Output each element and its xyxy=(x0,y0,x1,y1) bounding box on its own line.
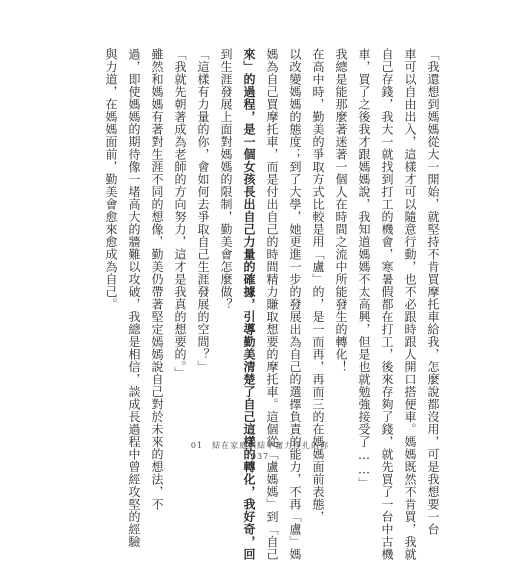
text-column: 來」的過程，是一個女孩長出自己力量的確據，引導勤美清楚了自己這樣的轉化，我好奇，回 xyxy=(242,48,256,561)
text-column: 我總是能那麼著迷著一個人在時間之流中所能發生的轉化！ xyxy=(334,48,348,373)
text-column: 以改變媽媽的態度；到了大學，她更進一步的發展出為自己的選擇負責的能力，不再「盧」媽 xyxy=(288,48,302,561)
text-column: 「我就先朝著成為老師的方向努力，這才是我真的想要的。」 xyxy=(173,48,187,380)
text-column: 雖然和媽媽有著對生涯不同的想像，勤美仍帶著堅定嫣嫣說自己對於未來的想法，不 xyxy=(150,48,164,511)
page-number: 037 xyxy=(250,452,270,461)
text-column: 在高中時，勤美的爭取方式比較是用「盧」的，是一而再，再而三的在媽媽面前表態， xyxy=(311,48,325,523)
text-column: 過，即使媽媽的期待像一堵高大的牆難以攻破，我總是相信，談成長過程中曾經攻堅的經驗 xyxy=(127,48,141,548)
text-column: 車，買了之後我才跟媽媽說，我知道媽媽不太高興，但是也就勉強接受了……」 xyxy=(357,48,371,490)
text-column: 媽為自己買摩托車，而是付出自己的時間精力賺取想要的摩托車。這個從「盧媽媽」到「自己 xyxy=(265,48,279,561)
text-column: 車可以自由出入，這樣才可以隨意行動，也不必跟時跟人開口搭便車。媽媽既然不肯買，我就 xyxy=(403,48,417,561)
text-column: 「我還想到媽媽從大一開始，就堅持不肯買摩托車給我，怎麼說都沒用，可是我想要一台 xyxy=(426,48,440,536)
text-column: 到生涯發展上面對媽媽的限制，勤美會怎麼做？ xyxy=(219,48,233,311)
text-column: 自己存錢，我大一就找到打工的機會，寒暑假都在打工，後來存夠了錢，就先買了一台中古機 xyxy=(380,48,394,561)
text-column: 與力道，在媽媽面前，勤美會愈來愈成為自己。 xyxy=(104,48,118,311)
text-column: 「這樣有力量的你，會如何去爭取自己生涯發展的空間？」 xyxy=(196,48,210,373)
chapter-footer: 01 結在家庭糾結中奮力掙扎的你 xyxy=(190,441,330,450)
